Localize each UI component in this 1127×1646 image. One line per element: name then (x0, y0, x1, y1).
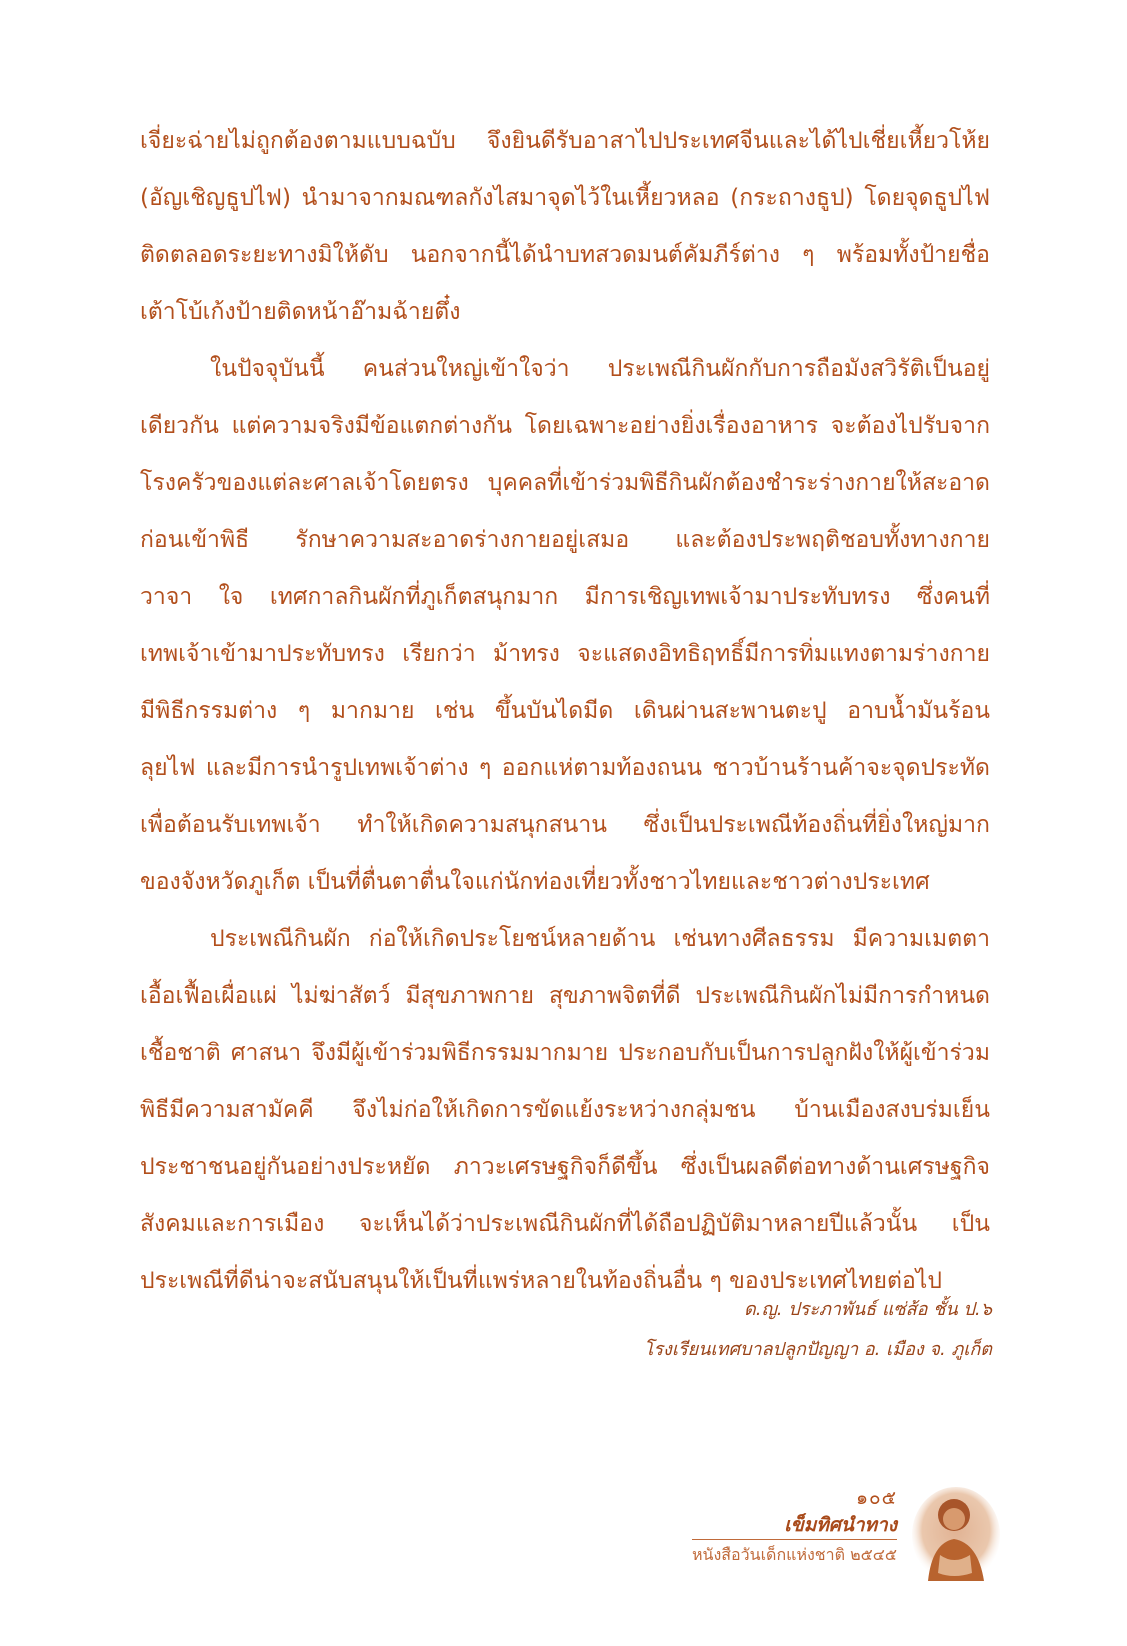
text-line: วาจา ใจ เทศกาลกินผักที่ภูเก็ตสนุกมาก มีการเชิญเทพเจ้ามาประทับทรง ซึ่งคนที่ (140, 584, 990, 610)
text-line: (อัญเชิญธูปไฟ) นำมาจากมณฑลกังไสมาจุดไว้ในเหี้ยวหลอ (กระถางธูป) โดยจุดธูปไฟ (140, 185, 990, 211)
text-line: ลุยไฟ และมีการนำรูปเทพเจ้าต่าง ๆ ออกแห่ตามท้องถนน ชาวบ้านร้านค้าจะจุดประทัด (140, 755, 990, 781)
text-line: เดียวกัน แต่ความจริงมีข้อแตกต่างกัน โดยเฉพาะอย่างยิ่งเรื่องอาหาร จะต้องไปรับจาก (140, 413, 990, 439)
page-number: ๑๐๕ (855, 1487, 897, 1509)
body-text (140, 113, 990, 1310)
paragraph-3 (140, 911, 990, 1310)
text-line: ประเพณีกินผัก ก่อให้เกิดประโยชน์หลายด้าน เช่นทางศีลธรรม มีความเมตตา (210, 926, 990, 952)
text-line: ของจังหวัดภูเก็ต เป็นที่ตื่นตาตื่นใจแก่นักท่องเที่ยวทั้งชาวไทยและชาวต่างประเทศ (140, 869, 930, 895)
page-footer (642, 1485, 1002, 1595)
text-line: โรงครัวของแต่ละศาลเจ้าโดยตรง บุคคลที่เข้าร่วมพิธีกินผักต้องชำระร่างกายให้สะอาด (140, 470, 990, 496)
text-line: สังคมและการเมือง จะเห็นได้ว่าประเพณีกินผักที่ได้ถือปฏิบัติมาหลายปีแล้วนั้น เป็น (140, 1211, 990, 1237)
paragraph-2 (140, 341, 990, 911)
text-line: เทพเจ้าเข้ามาประทับทรง เรียกว่า ม้าทรง จะแสดงอิทธิฤทธิ์มีการทิ่มแทงตามร่างกาย (140, 641, 990, 667)
text-line: เชื้อชาติ ศาสนา จึงมีผู้เข้าร่วมพิธีกรรมมากมาย ประกอบกับเป็นการปลูกฝังให้ผู้เข้าร่วม (140, 1040, 990, 1066)
text-line: พิธีมีความสามัคคี จึงไม่ก่อให้เกิดการขัดแย้งระหว่างกลุ่มชน บ้านเมืองสงบร่มเย็น (140, 1097, 990, 1123)
text-line: ประเพณีที่ดีน่าจะสนับสนุนให้เป็นที่แพร่หลายในท้องถิ่นอื่น ๆ ของประเทศไทยต่อไป (140, 1268, 942, 1294)
book-subtitle: หนังสือวันเด็กแห่งชาติ ๒๕๔๕ (692, 1539, 897, 1568)
text-line: ก่อนเข้าพิธี รักษาความสะอาดร่างกายอยู่เสมอ และต้องประพฤติชอบทั้งทางกาย (140, 527, 990, 553)
text-line: มีพิธีกรรมต่าง ๆ มากมาย เช่น ขึ้นบันไดมีด เดินผ่านสะพานตะปู อาบน้ำมันร้อน (140, 698, 990, 724)
text-line: เพื่อต้อนรับเทพเจ้า ทำให้เกิดความสนุกสนาน ซึ่งเป็นประเพณีท้องถิ่นที่ยิ่งใหญ่มาก (140, 812, 990, 838)
child-photo-icon (910, 1485, 1002, 1585)
author-line: ด.ญ. ประภาพันธ์ แซ่ส้อ ชั้น ป.๖ (744, 1299, 992, 1320)
text-line: เต้าโบ้เก้งป้ายติดหน้าอ๊ามฉ้ายตึ๋ง (140, 299, 461, 325)
footer-text (692, 1485, 897, 1568)
text-line: เจี่ยะฉ่ายไม่ถูกต้องตามแบบฉบับ จึงยินดีรับอาสาไปประเทศจีนและได้ไปเชี่ยเหี้ยวโห้ย (140, 128, 990, 154)
signature-block (644, 1290, 992, 1370)
text-line: ประชาชนอยู่กันอย่างประหยัด ภาวะเศรษฐกิจก็ดีขึ้น ซึ่งเป็นผลดีต่อทางด้านเศรษฐกิจ (140, 1154, 990, 1180)
school-line: โรงเรียนเทศบาลปลูกปัญญา อ. เมือง จ. ภูเก็ต (643, 1339, 992, 1360)
paragraph-1 (140, 113, 990, 341)
text-line: ติดตลอดระยะทางมิให้ดับ นอกจากนี้ได้นำบทสวดมนต์คัมภีร์ต่าง ๆ พร้อมทั้งป้ายชื่อ (140, 242, 990, 268)
book-title: เข็มทิศนำทาง (784, 1514, 897, 1536)
text-line: เอื้อเฟื้อเผื่อแผ่ ไม่ฆ่าสัตว์ มีสุขภาพกาย สุขภาพจิตที่ดี ประเพณีกินผักไม่มีการกำหนด (140, 983, 990, 1009)
text-line: ในปัจจุบันนี้ คนส่วนใหญ่เข้าใจว่า ประเพณีกินผักกับการถือมังสวิรัติเป็นอยู่ (210, 356, 990, 382)
